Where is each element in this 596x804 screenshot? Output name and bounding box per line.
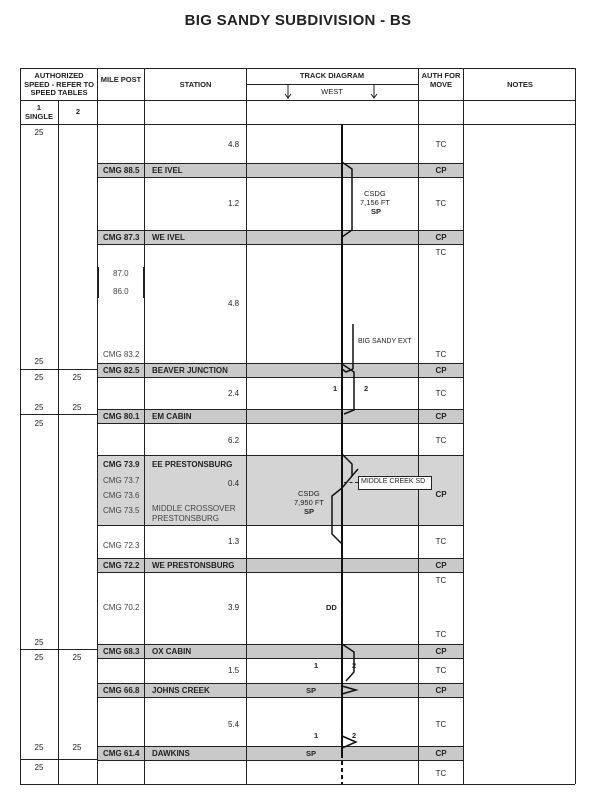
track-label: BIG SANDY EXT [358, 338, 412, 345]
distance-value: 4.8 [228, 140, 240, 149]
auth-value: TC [435, 248, 447, 257]
auth-value: CP [435, 366, 447, 375]
auth-value: CP [435, 490, 447, 499]
speed-value: 25 [34, 373, 44, 382]
station-name: OX CABIN [152, 647, 192, 656]
milepost-label: CMG 61.4 [103, 749, 140, 758]
speed-value: 25 [72, 373, 82, 382]
station-name: JOHNS CREEK [152, 686, 210, 695]
station-name: WE PRESTONSBURG [152, 561, 235, 570]
auth-value: CP [435, 412, 447, 421]
distance-value: 1.3 [228, 537, 240, 546]
milepost-value: CMG 83.2 [103, 350, 140, 359]
auth-value: TC [435, 350, 447, 359]
direction-header: WEST [321, 87, 343, 96]
station-name: WE IVEL [152, 233, 185, 242]
milepost-value: CMG 72.3 [103, 541, 140, 550]
speed-divider [20, 414, 98, 415]
auth-value: CP [435, 166, 447, 175]
speed-divider [20, 759, 98, 760]
speed-value: 25 [34, 403, 44, 412]
auth-value: TC [435, 140, 447, 149]
distance-value: 4.8 [228, 299, 240, 308]
auth-value: CP [435, 233, 447, 242]
track-label: SP [371, 207, 382, 216]
col-line [58, 100, 59, 784]
distance-value: 5.4 [228, 720, 240, 729]
station-name: BEAVER JUNCTION [152, 366, 228, 375]
track-label: 1 [314, 661, 319, 670]
speed-value: 25 [72, 653, 82, 662]
auth-header: AUTH FOR MOVE [421, 71, 461, 89]
auth-value: TC [435, 720, 447, 729]
col-line [575, 68, 576, 784]
col-line [463, 68, 464, 784]
milepost-value: 86.0 [113, 287, 129, 296]
speed-value: 25 [34, 419, 44, 428]
auth-value: TC [435, 576, 447, 585]
auth-value: TC [435, 537, 447, 546]
milepost-label: CMG 87.3 [103, 233, 140, 242]
milepost-label: CMG 68.3 [103, 647, 140, 656]
milepost-label: CMG 80.1 [103, 412, 140, 421]
speed-value: 25 [34, 128, 44, 137]
col-line [20, 68, 21, 784]
track-label: CSDG [298, 489, 320, 498]
auth-value: TC [435, 436, 447, 445]
distance-value: 0.4 [228, 479, 240, 488]
subheader-line [246, 84, 418, 85]
auth-value: TC [435, 199, 447, 208]
track-label: DD [326, 603, 337, 612]
station-name: EE PRESTONSBURG [152, 460, 233, 469]
page-title: BIG SANDY SUBDIVISION - BS [184, 12, 412, 29]
milepost-value: CMG 70.2 [103, 603, 140, 612]
track-label: 1 [333, 384, 338, 393]
speed-value: 25 [72, 403, 82, 412]
auth-value: TC [435, 666, 447, 675]
auth-value: TC [435, 630, 447, 639]
station-header: STATION [179, 80, 212, 89]
table-bottom [20, 784, 575, 785]
track-label: 7,950 FT [294, 498, 325, 507]
bridge-mark [97, 267, 99, 298]
col-line [144, 68, 145, 784]
col-line [97, 68, 98, 784]
down-arrow-icon [284, 85, 292, 100]
auth-value: CP [435, 647, 447, 656]
col-line [418, 68, 419, 784]
auth-value: CP [435, 749, 447, 758]
milepost-value: 87.0 [113, 269, 129, 278]
speed-value: 25 [72, 743, 82, 752]
track-label: 1 [314, 731, 319, 740]
track-label: 2 [352, 731, 357, 740]
track-label: MIDDLE CREEK SD [361, 478, 426, 485]
auth-value: CP [435, 561, 447, 570]
track-label: SP [306, 749, 317, 758]
station-name: PRESTONSBURG [152, 514, 219, 523]
speed-value: 25 [34, 638, 44, 647]
milepost-label: CMG 82.5 [103, 366, 140, 375]
two-header: 2 [75, 107, 81, 116]
milepost-value: CMG 73.7 [103, 476, 140, 485]
auth-value: CP [435, 686, 447, 695]
station-name: DAWKINS [152, 749, 190, 758]
down-arrow-icon [370, 85, 378, 100]
track-label: CSDG [364, 189, 386, 198]
header-divider [20, 100, 575, 101]
track-label: 7,156 FT [360, 198, 391, 207]
bridge-mark [143, 267, 145, 298]
auth-value: TC [435, 389, 447, 398]
distance-value: 1.2 [228, 199, 240, 208]
notes-header: NOTES [507, 80, 533, 89]
station-name: EE IVEL [152, 166, 183, 175]
speed-header: AUTHORIZED SPEED - REFER TO SPEED TABLES [24, 71, 94, 97]
distance-value: 3.9 [228, 603, 240, 612]
track-label: SP [306, 686, 317, 695]
milepost-label: CMG 88.5 [103, 166, 140, 175]
single-header: 1 SINGLE [25, 103, 53, 121]
track-label: 2 [364, 384, 369, 393]
milepost-label: CMG 72.2 [103, 561, 140, 570]
milepost-label: CMG 73.9 [103, 460, 140, 469]
milepost-header: MILE POST [100, 75, 142, 84]
distance-value: 6.2 [228, 436, 240, 445]
speed-value: 25 [34, 763, 44, 772]
speed-divider [20, 649, 98, 650]
milepost-value: CMG 73.6 [103, 491, 140, 500]
milepost-label: CMG 66.8 [103, 686, 140, 695]
distance-value: 2.4 [228, 389, 240, 398]
milepost-value: CMG 73.5 [103, 506, 140, 515]
station-name: EM CABIN [152, 412, 192, 421]
distance-value: 1.5 [228, 666, 240, 675]
track-diagram [246, 124, 418, 784]
table-border [20, 68, 575, 69]
speed-value: 25 [34, 743, 44, 752]
speed-value: 25 [34, 357, 44, 366]
track-label: 2 [352, 661, 357, 670]
station-name: MIDDLE CROSSOVER [152, 504, 236, 513]
auth-value: TC [435, 769, 447, 778]
speed-divider [20, 369, 98, 370]
speed-value: 25 [34, 653, 44, 662]
connector-line [344, 482, 358, 483]
track-diagram-header: TRACK DIAGRAM [299, 71, 365, 80]
track-label: SP [304, 507, 315, 516]
